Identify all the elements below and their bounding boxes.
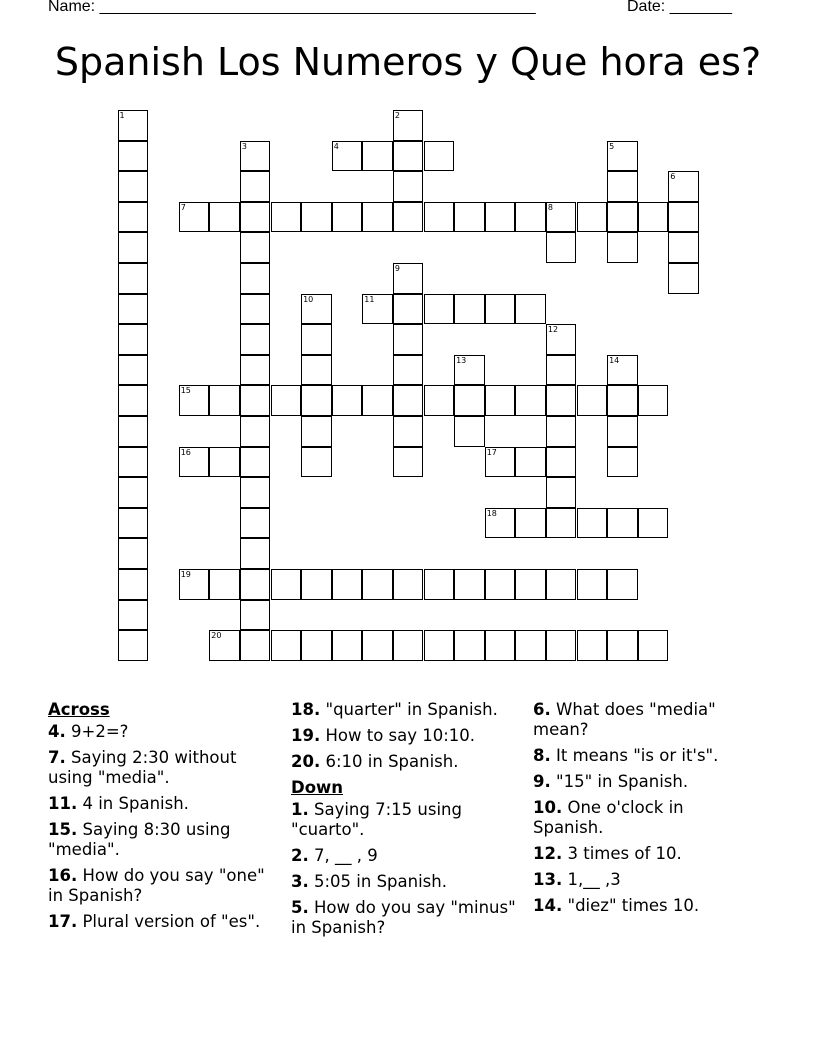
crossword-cell[interactable]	[668, 232, 699, 263]
clue-number: 3	[241, 141, 247, 151]
across-clue: 18. "quarter" in Spanish.	[291, 700, 498, 719]
crossword-cell[interactable]	[424, 294, 455, 325]
crossword-cell[interactable]	[301, 569, 332, 600]
clue-number: 1	[119, 111, 125, 120]
crossword-cell[interactable]	[301, 294, 332, 325]
crossword-cell[interactable]	[546, 508, 577, 539]
crossword-cell[interactable]	[546, 630, 577, 661]
crossword-cell[interactable]	[332, 141, 363, 172]
crossword-cell[interactable]	[118, 385, 149, 416]
clue-number: 10	[303, 294, 314, 304]
crossword-cell[interactable]	[118, 294, 149, 325]
crossword-cell[interactable]	[393, 171, 424, 202]
crossword-cell[interactable]	[424, 385, 455, 416]
crossword-cell[interactable]	[179, 447, 210, 478]
crossword-cell[interactable]	[454, 569, 485, 600]
crossword-cell[interactable]	[577, 202, 608, 233]
crossword-cell[interactable]	[240, 263, 271, 294]
crossword-cell[interactable]	[118, 110, 149, 141]
crossword-cell[interactable]	[485, 202, 516, 233]
crossword-cell[interactable]	[668, 263, 699, 294]
crossword-cell[interactable]	[577, 569, 608, 600]
crossword-cell[interactable]	[362, 202, 393, 233]
crossword-cell[interactable]	[118, 355, 149, 386]
down-clue: 13. 1,__ ,3	[533, 870, 621, 889]
crossword-cell[interactable]	[301, 324, 332, 355]
crossword-cell[interactable]	[577, 385, 608, 416]
across-clue: 4. 9+2=?	[48, 722, 129, 741]
crossword-cell[interactable]	[118, 416, 149, 447]
crossword-cell[interactable]	[240, 630, 271, 661]
crossword-cell[interactable]	[515, 202, 546, 233]
crossword-cell[interactable]	[577, 508, 608, 539]
crossword-cell[interactable]	[454, 355, 485, 386]
crossword-cell[interactable]	[393, 294, 424, 325]
crossword-cell[interactable]	[454, 202, 485, 233]
crossword-cell[interactable]	[393, 141, 424, 172]
crossword-cell[interactable]	[240, 447, 271, 478]
across-clue: 16. How do you say "one" in Spanish?	[48, 866, 265, 905]
crossword-cell[interactable]	[638, 385, 669, 416]
crossword-cell[interactable]	[240, 569, 271, 600]
crossword-cell[interactable]	[362, 569, 393, 600]
crossword-cell[interactable]	[209, 385, 240, 416]
crossword-cell[interactable]	[240, 477, 271, 508]
clues-column-2	[291, 700, 521, 944]
crossword-cell[interactable]	[362, 630, 393, 661]
crossword-cell[interactable]	[485, 508, 516, 539]
crossword-cell[interactable]	[240, 538, 271, 569]
clues-column-3	[533, 700, 758, 922]
crossword-cell[interactable]	[577, 630, 608, 661]
crossword-cell[interactable]	[546, 202, 577, 233]
crossword-cell[interactable]	[118, 324, 149, 355]
clue-number: 6	[670, 172, 676, 182]
crossword-cell[interactable]	[393, 263, 424, 294]
crossword-cell[interactable]	[118, 538, 149, 569]
crossword-cell[interactable]	[454, 385, 485, 416]
crossword-cell[interactable]	[240, 232, 271, 263]
down-clue: 14. "diez" times 10.	[533, 896, 700, 915]
crossword-cell[interactable]	[485, 569, 516, 600]
clue-number: 5	[609, 141, 615, 151]
crossword-cell[interactable]	[209, 569, 240, 600]
across-clue: 11. 4 in Spanish.	[48, 794, 189, 813]
crossword-cell[interactable]	[546, 324, 577, 355]
clue-number: 17	[486, 447, 497, 457]
down-clue: 10. One o'clock in Spanish.	[533, 798, 684, 837]
crossword-cell[interactable]	[393, 569, 424, 600]
crossword-cell[interactable]	[393, 385, 424, 416]
crossword-cell[interactable]	[240, 508, 271, 539]
down-clue: 12. 3 times of 10.	[533, 844, 682, 863]
crossword-cell[interactable]	[607, 416, 638, 447]
crossword-cell[interactable]	[118, 600, 149, 631]
crossword-cell[interactable]	[546, 447, 577, 478]
crossword-cell[interactable]	[607, 141, 638, 172]
crossword-cell[interactable]	[546, 477, 577, 508]
clue-number: 13	[456, 355, 467, 365]
crossword-cell[interactable]	[118, 508, 149, 539]
crossword-cell[interactable]	[607, 569, 638, 600]
date-field-label: Date: _______	[627, 0, 732, 15]
crossword-cell[interactable]	[118, 232, 149, 263]
across-clue: 7. Saying 2:30 without using "media".	[48, 748, 237, 787]
crossword-cell[interactable]	[546, 355, 577, 386]
crossword-cell[interactable]	[485, 385, 516, 416]
down-heading: Down	[291, 778, 344, 797]
crossword-cell[interactable]	[546, 385, 577, 416]
crossword-cell[interactable]	[515, 630, 546, 661]
crossword-cell[interactable]	[546, 569, 577, 600]
crossword-cell[interactable]	[301, 447, 332, 478]
crossword-cell[interactable]	[271, 385, 302, 416]
clue-number: 9	[394, 264, 400, 273]
crossword-cell[interactable]	[271, 630, 302, 661]
crossword-cell[interactable]	[454, 294, 485, 325]
crossword-cell[interactable]	[393, 110, 424, 141]
crossword-cell[interactable]	[271, 569, 302, 600]
down-clue: 5. How do you say "minus" in Spanish?	[291, 898, 516, 937]
crossword-cell[interactable]	[515, 385, 546, 416]
crossword-cell[interactable]	[607, 232, 638, 263]
crossword-cell[interactable]	[393, 447, 424, 478]
across-clue: 15. Saying 8:30 using "media".	[48, 820, 231, 859]
crossword-cell[interactable]	[607, 630, 638, 661]
crossword-cell[interactable]	[271, 202, 302, 233]
clue-number: 15	[180, 386, 191, 396]
crossword-cell[interactable]	[240, 141, 271, 172]
crossword-cell[interactable]	[240, 385, 271, 416]
crossword-cell[interactable]	[546, 232, 577, 263]
crossword-cell[interactable]	[638, 202, 669, 233]
name-field-label: Name: _________________________________________________	[48, 0, 536, 15]
clue-number: 18	[486, 508, 497, 518]
crossword-cell[interactable]	[240, 416, 271, 447]
crossword-cell[interactable]	[607, 202, 638, 233]
clue-number: 12	[547, 325, 559, 335]
crossword-cell[interactable]	[668, 171, 699, 202]
crossword-cell[interactable]	[332, 569, 363, 600]
crossword-cell[interactable]	[607, 447, 638, 478]
crossword-cell[interactable]	[209, 202, 240, 233]
across-clue: 19. How to say 10:10.	[291, 726, 476, 745]
crossword-cell[interactable]	[607, 508, 638, 539]
across-clue: 17. Plural version of "es".	[48, 912, 261, 931]
crossword-cell[interactable]	[301, 355, 332, 386]
down-clue: 2. 7, __ , 9	[291, 846, 378, 865]
crossword-cell[interactable]	[118, 263, 149, 294]
crossword-cell[interactable]	[515, 569, 546, 600]
crossword-cell[interactable]	[424, 569, 455, 600]
crossword-cell[interactable]	[393, 324, 424, 355]
down-clue: 8. It means "is or it's".	[533, 746, 719, 765]
crossword-cell[interactable]	[240, 600, 271, 631]
crossword-cell[interactable]	[240, 202, 271, 233]
page-title: Spanish Los Numeros y Que hora es?	[54, 40, 762, 84]
crossword-cell[interactable]	[118, 447, 149, 478]
clue-number: 16	[180, 447, 191, 457]
crossword-cell[interactable]	[332, 385, 363, 416]
crossword-cell[interactable]	[179, 202, 210, 233]
crossword-cell[interactable]	[240, 294, 271, 325]
crossword-cell[interactable]	[638, 508, 669, 539]
crossword-cell[interactable]	[424, 202, 455, 233]
crossword-cell[interactable]	[118, 202, 149, 233]
crossword-cell[interactable]	[607, 355, 638, 386]
crossword-cell[interactable]	[485, 447, 516, 478]
crossword-cell[interactable]	[118, 171, 149, 202]
crossword-cell[interactable]	[424, 630, 455, 661]
crossword-cell[interactable]	[393, 416, 424, 447]
crossword-cell[interactable]	[209, 630, 240, 661]
crossword-cell[interactable]	[546, 416, 577, 447]
crossword-cell[interactable]	[332, 630, 363, 661]
crossword-cell[interactable]	[424, 141, 455, 172]
crossword-cell[interactable]	[393, 630, 424, 661]
crossword-cell[interactable]	[515, 508, 546, 539]
clue-number: 11	[364, 294, 375, 304]
clues-column-1	[48, 700, 273, 938]
crossword-cell[interactable]	[515, 294, 546, 325]
crossword-cell[interactable]	[209, 447, 240, 478]
crossword-cell[interactable]	[301, 202, 332, 233]
crossword-cell[interactable]	[485, 294, 516, 325]
crossword-cell[interactable]	[515, 447, 546, 478]
clue-number: 7	[180, 202, 186, 212]
crossword-cell[interactable]	[240, 355, 271, 386]
down-clue: 9. "15" in Spanish.	[533, 772, 689, 791]
across-heading: Across	[48, 700, 110, 719]
clue-number: 2	[394, 111, 400, 120]
crossword-cell[interactable]	[454, 416, 485, 447]
crossword-cell[interactable]	[240, 324, 271, 355]
crossword-cell[interactable]	[179, 569, 210, 600]
clue-number: 4	[333, 141, 339, 151]
down-clue: 6. What does "media" mean?	[533, 700, 716, 739]
across-clue: 20. 6:10 in Spanish.	[291, 752, 459, 771]
crossword-cell[interactable]	[362, 294, 393, 325]
crossword-cell[interactable]	[118, 630, 149, 661]
crossword-cell[interactable]	[607, 385, 638, 416]
crossword-cell[interactable]	[118, 141, 149, 172]
clue-number: 8	[547, 202, 553, 212]
crossword-cell[interactable]	[362, 141, 393, 172]
crossword-cell[interactable]	[607, 171, 638, 202]
crossword-cell[interactable]	[240, 171, 271, 202]
crossword-cell[interactable]	[118, 569, 149, 600]
crossword-cell[interactable]	[485, 630, 516, 661]
clue-number: 20	[211, 631, 222, 641]
crossword-cell[interactable]	[179, 385, 210, 416]
crossword-cell[interactable]	[301, 630, 332, 661]
crossword-cell[interactable]	[118, 477, 149, 508]
crossword-cell[interactable]	[668, 202, 699, 233]
crossword-cell[interactable]	[393, 202, 424, 233]
down-clue: 3. 5:05 in Spanish.	[291, 872, 447, 891]
crossword-cell[interactable]	[301, 385, 332, 416]
crossword-cell[interactable]	[332, 202, 363, 233]
crossword-cell[interactable]	[301, 416, 332, 447]
crossword-cell[interactable]	[454, 630, 485, 661]
crossword-cell[interactable]	[393, 355, 424, 386]
clue-number: 19	[180, 570, 191, 579]
crossword-cell[interactable]	[362, 385, 393, 416]
down-clue: 1. Saying 7:15 using "cuarto".	[291, 800, 462, 839]
clue-number: 14	[609, 355, 620, 365]
crossword-cell[interactable]	[638, 630, 669, 661]
